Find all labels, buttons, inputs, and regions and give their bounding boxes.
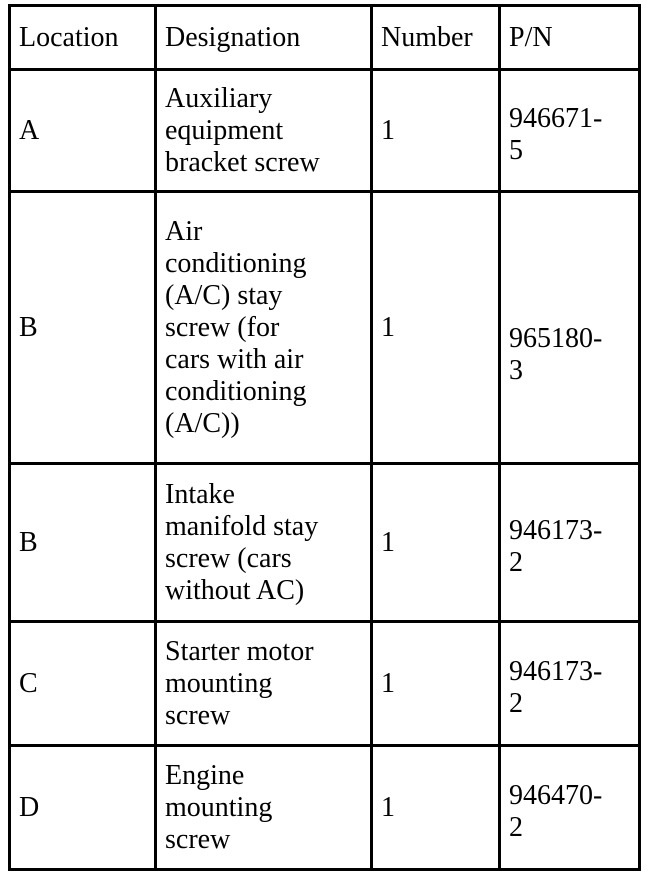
designation-line: equipment [165, 114, 284, 146]
table-row [10, 192, 640, 464]
table-row [10, 464, 640, 622]
table-row [10, 622, 640, 746]
designation-cell [156, 70, 372, 192]
part-number-line: 946671- [509, 102, 603, 134]
header-location: Location [10, 6, 156, 70]
part-number-line: 2 [509, 687, 523, 719]
designation-line: Starter motor [165, 635, 314, 667]
header-pn: P/N [500, 6, 640, 70]
part-number-cell [500, 622, 640, 746]
header-designation: Designation [156, 6, 372, 70]
designation-line: Auxiliary [165, 82, 273, 114]
designation-line: mounting [165, 667, 273, 699]
table-header-row [10, 6, 640, 70]
designation-line: screw [165, 823, 231, 855]
part-number-line: 3 [509, 354, 523, 386]
designation-line: Intake [165, 478, 235, 510]
location-cell: A [10, 70, 156, 192]
part-number-cell [500, 464, 640, 622]
table-row [10, 70, 640, 192]
designation-line: without AC) [165, 574, 305, 606]
part-number-line: 5 [509, 134, 523, 166]
designation-line: cars with air [165, 343, 304, 375]
designation-line: conditioning [165, 375, 307, 407]
location-cell: B [10, 464, 156, 622]
designation-cell [156, 464, 372, 622]
part-number-line: 946470- [509, 779, 603, 811]
designation-cell [156, 746, 372, 870]
designation-line: (A/C) stay [165, 279, 283, 311]
designation-line: screw [165, 699, 231, 731]
location-cell: C [10, 622, 156, 746]
number-cell: 1 [372, 192, 500, 464]
part-number-line: 965180- [509, 322, 603, 354]
part-number-cell [500, 746, 640, 870]
designation-line: manifold stay [165, 510, 319, 542]
table-row [10, 746, 640, 870]
part-number-cell [500, 70, 640, 192]
designation-line: mounting [165, 791, 273, 823]
designation-line: bracket screw [165, 146, 320, 178]
location-cell: B [10, 192, 156, 464]
designation-line: conditioning [165, 247, 307, 279]
designation-line: Engine [165, 759, 245, 791]
number-cell: 1 [372, 746, 500, 870]
designation-line: screw (cars [165, 542, 292, 574]
designation-line: (A/C)) [165, 407, 240, 439]
designation-cell [156, 192, 372, 464]
location-cell: D [10, 746, 156, 870]
number-cell: 1 [372, 464, 500, 622]
designation-cell [156, 622, 372, 746]
number-cell: 1 [372, 70, 500, 192]
number-cell: 1 [372, 622, 500, 746]
designation-line: screw (for [165, 311, 280, 343]
parts-table [8, 4, 641, 871]
part-number-line: 2 [509, 811, 523, 843]
designation-line: Air [165, 215, 203, 247]
part-number-cell [500, 192, 640, 464]
part-number-line: 946173- [509, 514, 603, 546]
part-number-line: 946173- [509, 655, 603, 687]
header-number: Number [372, 6, 500, 70]
part-number-line: 2 [509, 546, 523, 578]
